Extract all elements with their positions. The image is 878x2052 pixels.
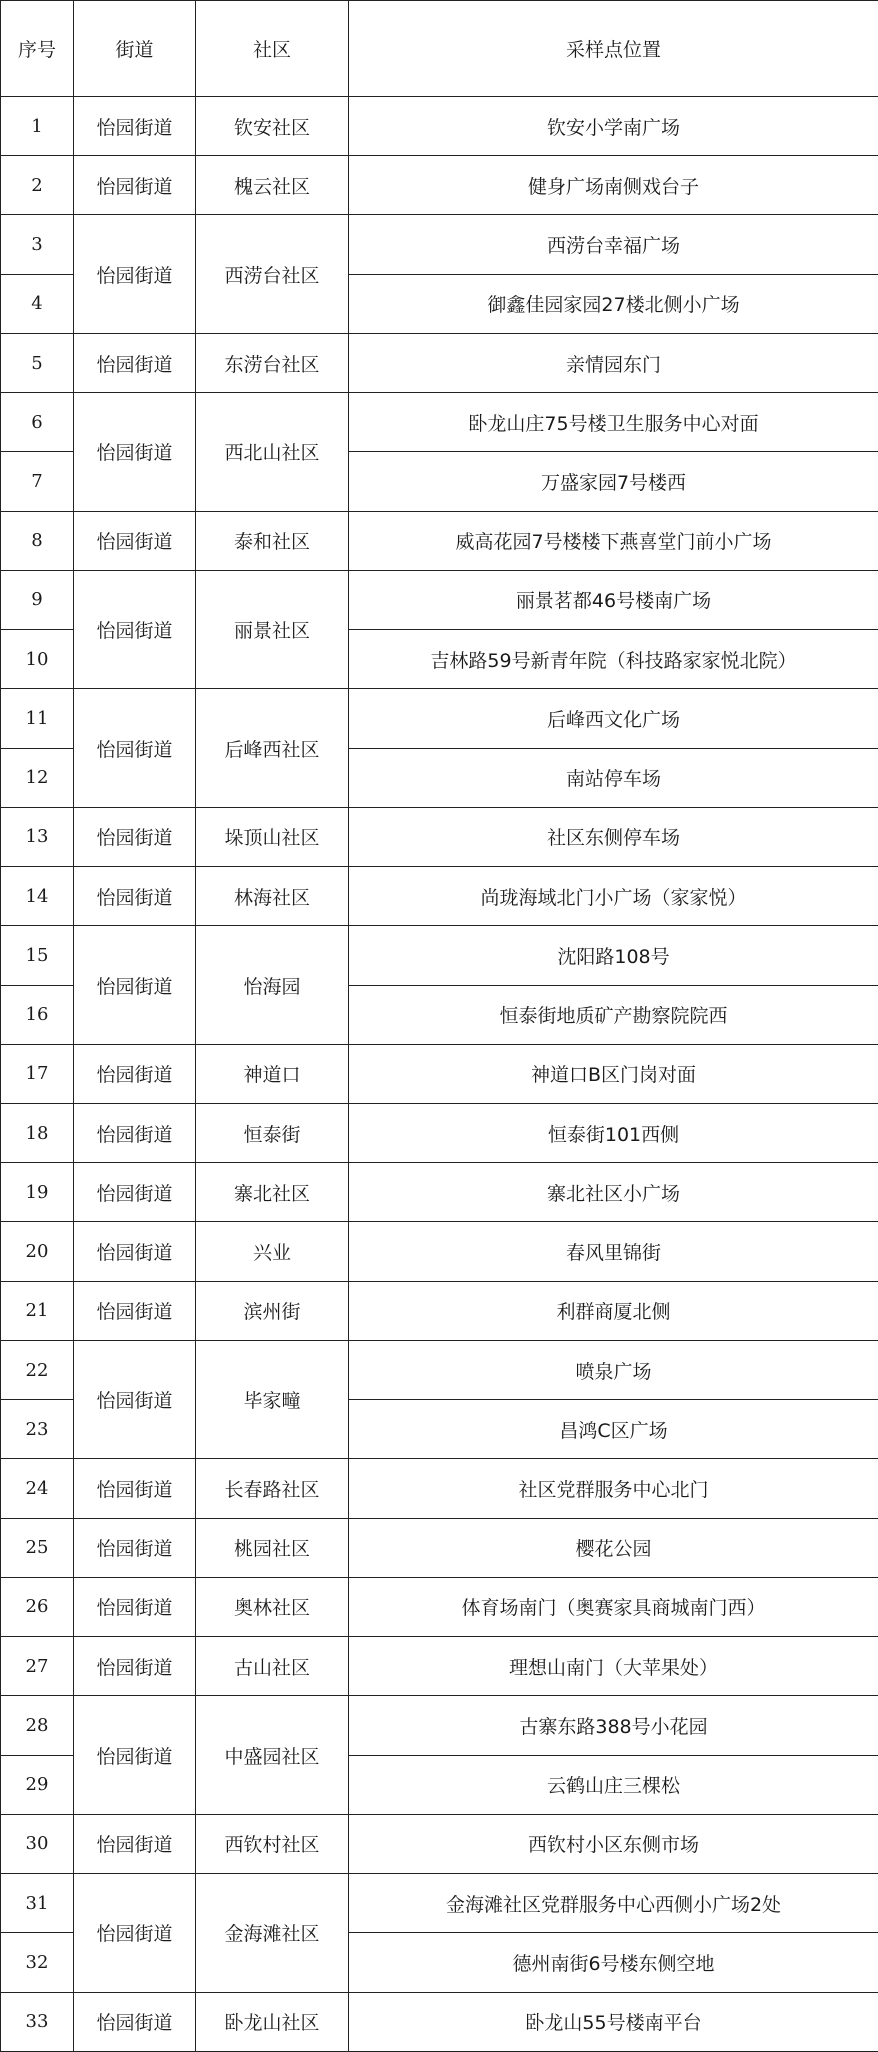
site-cell: 体育场南门（奥赛家具商城南门西） [349, 1577, 878, 1636]
site-cell: 后峰西文化广场 [349, 689, 878, 748]
community-cell: 古山社区 [196, 1637, 349, 1696]
site-cell: 卧龙山55号楼南平台 [349, 1992, 878, 2052]
site-cell: 钦安小学南广场 [349, 97, 878, 156]
street-cell: 怡园街道 [74, 1518, 196, 1577]
site-cell: 利群商厦北侧 [349, 1281, 878, 1340]
serial-cell: 27 [1, 1637, 74, 1696]
community-cell: 东涝台社区 [196, 333, 349, 392]
header-serial: 序号 [1, 1, 74, 97]
table-row [1, 1637, 878, 1696]
table-row [1, 1103, 878, 1162]
site-cell: 寨北社区小广场 [349, 1163, 878, 1222]
serial-cell: 17 [1, 1044, 74, 1103]
table-row [1, 1222, 878, 1281]
serial-cell: 26 [1, 1577, 74, 1636]
community-cell: 林海社区 [196, 867, 349, 926]
site-cell: 卧龙山庄75号楼卫生服务中心对面 [349, 393, 878, 452]
street-cell: 怡园街道 [74, 1044, 196, 1103]
street-cell: 怡园街道 [74, 1459, 196, 1518]
site-cell: 西钦村小区东侧市场 [349, 1814, 878, 1873]
community-cell: 长春路社区 [196, 1459, 349, 1518]
header-row [1, 1, 878, 97]
community-cell: 西涝台社区 [196, 215, 349, 333]
table-row [1, 1577, 878, 1636]
street-cell: 怡园街道 [74, 1637, 196, 1696]
header-site: 采样点位置 [349, 1, 878, 97]
site-cell: 云鹤山庄三棵松 [349, 1755, 878, 1814]
street-cell: 怡园街道 [74, 1103, 196, 1162]
street-cell: 怡园街道 [74, 1992, 196, 2052]
site-cell: 德州南街6号楼东侧空地 [349, 1933, 878, 1992]
serial-cell: 12 [1, 748, 74, 807]
serial-cell: 18 [1, 1103, 74, 1162]
site-cell: 亲情园东门 [349, 333, 878, 392]
table-row [1, 156, 878, 215]
site-cell: 万盛家园7号楼西 [349, 452, 878, 511]
table-row [1, 1340, 878, 1399]
table-row [1, 1459, 878, 1518]
serial-cell: 3 [1, 215, 74, 274]
serial-cell: 33 [1, 1992, 74, 2052]
street-cell: 怡园街道 [74, 1340, 196, 1458]
table-row [1, 1992, 878, 2052]
serial-cell: 20 [1, 1222, 74, 1281]
serial-cell: 30 [1, 1814, 74, 1873]
community-cell: 毕家疃 [196, 1340, 349, 1458]
serial-cell: 24 [1, 1459, 74, 1518]
site-cell: 理想山南门（大苹果处） [349, 1637, 878, 1696]
site-cell: 喷泉广场 [349, 1340, 878, 1399]
site-cell: 健身广场南侧戏台子 [349, 156, 878, 215]
serial-cell: 21 [1, 1281, 74, 1340]
table-row [1, 807, 878, 866]
table-row [1, 1696, 878, 1755]
site-cell: 御鑫佳园家园27楼北侧小广场 [349, 274, 878, 333]
community-cell: 垛顶山社区 [196, 807, 349, 866]
community-cell: 怡海园 [196, 926, 349, 1044]
table-row [1, 393, 878, 452]
street-cell: 怡园街道 [74, 1696, 196, 1814]
street-cell: 怡园街道 [74, 156, 196, 215]
site-cell: 古寨东路388号小花园 [349, 1696, 878, 1755]
serial-cell: 6 [1, 393, 74, 452]
street-cell: 怡园街道 [74, 1163, 196, 1222]
street-cell: 怡园街道 [74, 1281, 196, 1340]
table-row [1, 215, 878, 274]
table-row [1, 1518, 878, 1577]
serial-cell: 4 [1, 274, 74, 333]
table-row [1, 1814, 878, 1873]
site-cell: 西涝台幸福广场 [349, 215, 878, 274]
community-cell: 泰和社区 [196, 511, 349, 570]
header-street: 街道 [74, 1, 196, 97]
street-cell: 怡园街道 [74, 807, 196, 866]
site-cell: 丽景茗都46号楼南广场 [349, 570, 878, 629]
serial-cell: 7 [1, 452, 74, 511]
serial-cell: 14 [1, 867, 74, 926]
street-cell: 怡园街道 [74, 215, 196, 333]
community-cell: 西钦村社区 [196, 1814, 349, 1873]
serial-cell: 8 [1, 511, 74, 570]
serial-cell: 2 [1, 156, 74, 215]
street-cell: 怡园街道 [74, 393, 196, 511]
community-cell: 金海滩社区 [196, 1874, 349, 1992]
community-cell: 恒泰街 [196, 1103, 349, 1162]
table-row [1, 97, 878, 156]
serial-cell: 5 [1, 333, 74, 392]
community-cell: 卧龙山社区 [196, 1992, 349, 2052]
serial-cell: 25 [1, 1518, 74, 1577]
serial-cell: 9 [1, 570, 74, 629]
site-cell: 吉林路59号新青年院（科技路家家悦北院） [349, 630, 878, 689]
table-row [1, 333, 878, 392]
community-cell: 桃园社区 [196, 1518, 349, 1577]
street-cell: 怡园街道 [74, 1577, 196, 1636]
serial-cell: 31 [1, 1874, 74, 1933]
serial-cell: 22 [1, 1340, 74, 1399]
serial-cell: 16 [1, 985, 74, 1044]
community-cell: 神道口 [196, 1044, 349, 1103]
street-cell: 怡园街道 [74, 1814, 196, 1873]
serial-cell: 28 [1, 1696, 74, 1755]
table-body [1, 97, 878, 2052]
community-cell: 滨州街 [196, 1281, 349, 1340]
community-cell: 寨北社区 [196, 1163, 349, 1222]
table-row [1, 926, 878, 985]
site-cell: 社区党群服务中心北门 [349, 1459, 878, 1518]
community-cell: 钦安社区 [196, 97, 349, 156]
community-cell: 兴业 [196, 1222, 349, 1281]
site-cell: 社区东侧停车场 [349, 807, 878, 866]
serial-cell: 19 [1, 1163, 74, 1222]
street-cell: 怡园街道 [74, 1874, 196, 1992]
site-cell: 昌鸿C区广场 [349, 1400, 878, 1459]
serial-cell: 11 [1, 689, 74, 748]
street-cell: 怡园街道 [74, 511, 196, 570]
serial-cell: 29 [1, 1755, 74, 1814]
serial-cell: 32 [1, 1933, 74, 1992]
community-cell: 奥林社区 [196, 1577, 349, 1636]
table-row [1, 570, 878, 629]
table-row [1, 689, 878, 748]
site-cell: 神道口B区门岗对面 [349, 1044, 878, 1103]
serial-cell: 13 [1, 807, 74, 866]
street-cell: 怡园街道 [74, 570, 196, 688]
table-row [1, 1044, 878, 1103]
community-cell: 后峰西社区 [196, 689, 349, 807]
site-cell: 春风里锦街 [349, 1222, 878, 1281]
street-cell: 怡园街道 [74, 1222, 196, 1281]
site-cell: 南站停车场 [349, 748, 878, 807]
community-cell: 丽景社区 [196, 570, 349, 688]
table-row [1, 511, 878, 570]
table-row [1, 867, 878, 926]
site-cell: 金海滩社区党群服务中心西侧小广场2处 [349, 1874, 878, 1933]
street-cell: 怡园街道 [74, 97, 196, 156]
street-cell: 怡园街道 [74, 867, 196, 926]
table-row [1, 1163, 878, 1222]
serial-cell: 10 [1, 630, 74, 689]
site-cell: 樱花公园 [349, 1518, 878, 1577]
street-cell: 怡园街道 [74, 333, 196, 392]
street-cell: 怡园街道 [74, 689, 196, 807]
community-cell: 西北山社区 [196, 393, 349, 511]
table-row [1, 1874, 878, 1933]
street-cell: 怡园街道 [74, 926, 196, 1044]
serial-cell: 15 [1, 926, 74, 985]
serial-cell: 1 [1, 97, 74, 156]
table-row [1, 1281, 878, 1340]
site-cell: 威高花园7号楼楼下燕喜堂门前小广场 [349, 511, 878, 570]
site-cell: 沈阳路108号 [349, 926, 878, 985]
community-cell: 中盛园社区 [196, 1696, 349, 1814]
community-cell: 槐云社区 [196, 156, 349, 215]
header-community: 社区 [196, 1, 349, 97]
site-cell: 尚珑海域北门小广场（家家悦） [349, 867, 878, 926]
site-cell: 恒泰街地质矿产勘察院院西 [349, 985, 878, 1044]
serial-cell: 23 [1, 1400, 74, 1459]
site-cell: 恒泰街101西侧 [349, 1103, 878, 1162]
table-header [1, 1, 878, 97]
